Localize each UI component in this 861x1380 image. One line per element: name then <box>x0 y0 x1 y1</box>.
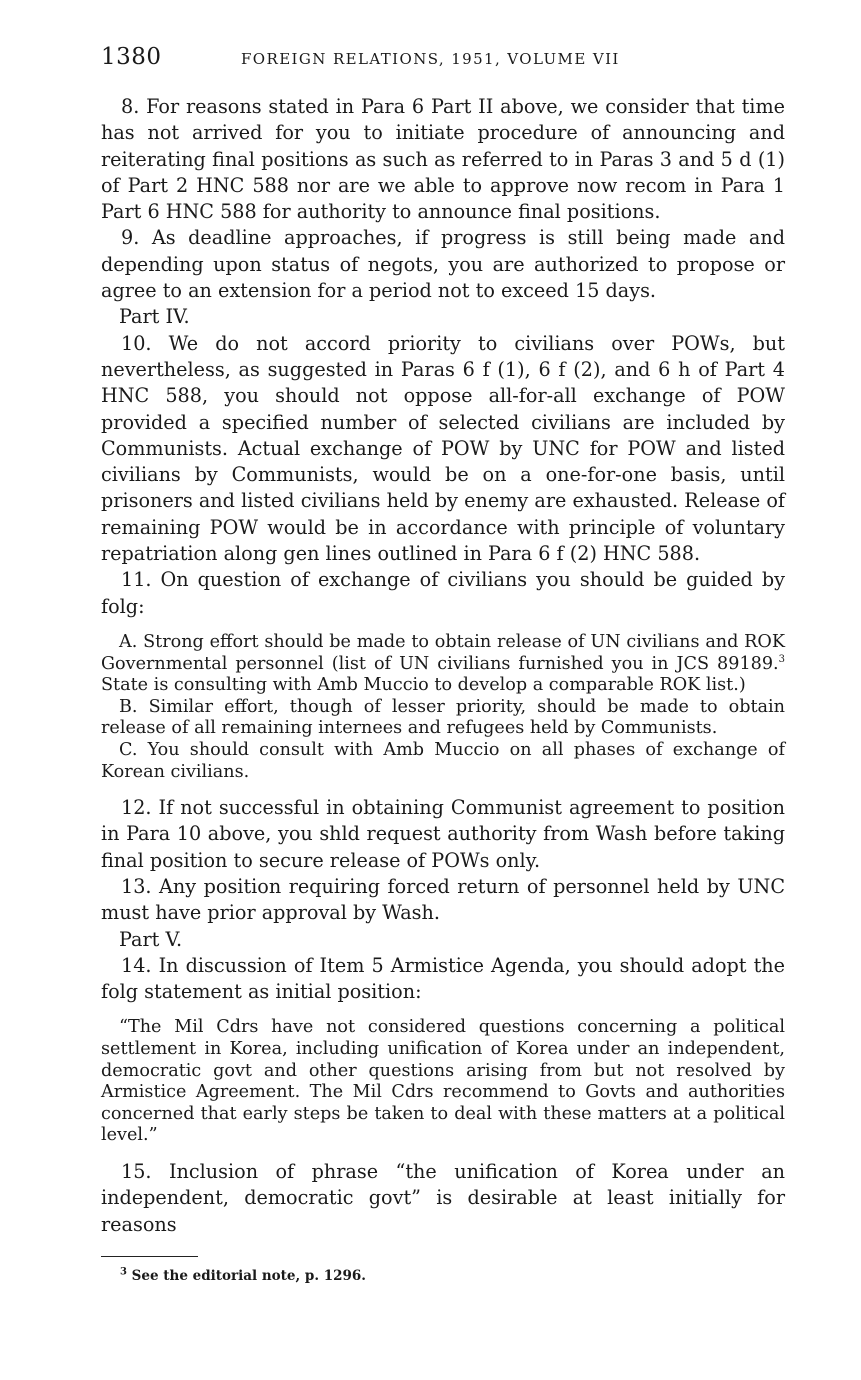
subparagraph-b: B. Similar effort, though of lesser priority, should be made to obtain release of all remaining internees and refugees held by Communists. <box>101 696 785 739</box>
paragraph-12: 12. If not successful in obtaining Communist agreement to position in Para 10 above, you shld request authority from Wash before taking final position to secure release of POWs only. <box>101 796 785 872</box>
document-body <box>101 94 785 1238</box>
subparagraph-a <box>101 632 785 697</box>
subparagraph-c: C. You should consult with Amb Muccio on all phases of exchange of Korean civilians. <box>101 739 785 782</box>
footnote-marker: 3 <box>120 1266 127 1278</box>
part-v-heading: Part V. <box>119 927 183 951</box>
running-head: FOREIGN RELATIONS, 1951, VOLUME VII <box>241 50 620 68</box>
subparagraph-a-continued: State is consulting with Amb Muccio to develop a comparable ROK list.) <box>101 675 746 696</box>
paragraph-9: 9. As deadline approaches, if progress is still being made and depending upon status of negots, you are authorized to propose or agree to an extension for a period not to exceed 15 days. <box>101 226 785 303</box>
footnote-reference: 3 <box>778 653 785 665</box>
paragraph-11: 11. On question of exchange of civilians you should be guided by folg: <box>101 568 785 618</box>
paragraph-10: 10. We do not accord priority to civilians over POWs, but nevertheless, as suggested in Paras 6 f (1), 6 f (2), and 6 h of Part 4 HNC 588, you should not oppose all-for-all exchange of POW provided a specified number of selected civilians are included by Communists. Actual exchange of POW by UNC for POW and listed civilians by Communists, would be on a one-for-one basis, until prisoners and listed civilians held by enemy are exhausted. Release of remaining POW would be in accordance with principle of voluntary repatriation along gen lines outlined in Para 6 f (2) HNC 588. <box>101 331 785 566</box>
paragraph-13: 13. Any position requiring forced return of personnel held by UNC must have prior approval by Wash. <box>101 874 785 925</box>
footnote-text: See the editorial note, p. 1296. <box>126 1268 367 1284</box>
quoted-statement: “The Mil Cdrs have not considered questions concerning a political settlement in Korea, including unification of Korea under an independent, democratic govt and other questions arising from but not resolved by Armistice Agreement. The Mil Cdrs recommend to Govts and authorities concerned that early steps be taken to deal with these matters at a political level.” <box>101 1017 785 1146</box>
paragraph-14: 14. In discussion of Item 5 Armistice Agenda, you should adopt the folg statement as initial position: <box>101 953 785 1004</box>
part-iv-heading: Part IV. <box>119 305 190 329</box>
paragraph-8: 8. For reasons stated in Para 6 Part II above, we consider that time has not arrived for you to initiate procedure of announcing and reiterating final positions as such as referred to in Paras 3 and 5 d (1) of Part 2 HNC 588 nor are we able to approve now recom in Para 1 Part 6 HNC 588 for authority to announce final positions. <box>101 95 785 224</box>
page-number: 1380 <box>101 44 162 70</box>
page-header <box>101 44 785 76</box>
subparagraph-a-text: A. Strong effort should be made to obtain release of UN civilians and ROK Governmental personnel (list of UN civilians furnished you in JCS 89189. <box>101 631 785 674</box>
footnote-divider <box>101 1256 198 1257</box>
paragraph-15: 15. Inclusion of phrase “the unification of Korea under an independent, democratic govt” is desirable at least initially for reasons <box>101 1160 785 1236</box>
footnote <box>120 1268 366 1284</box>
